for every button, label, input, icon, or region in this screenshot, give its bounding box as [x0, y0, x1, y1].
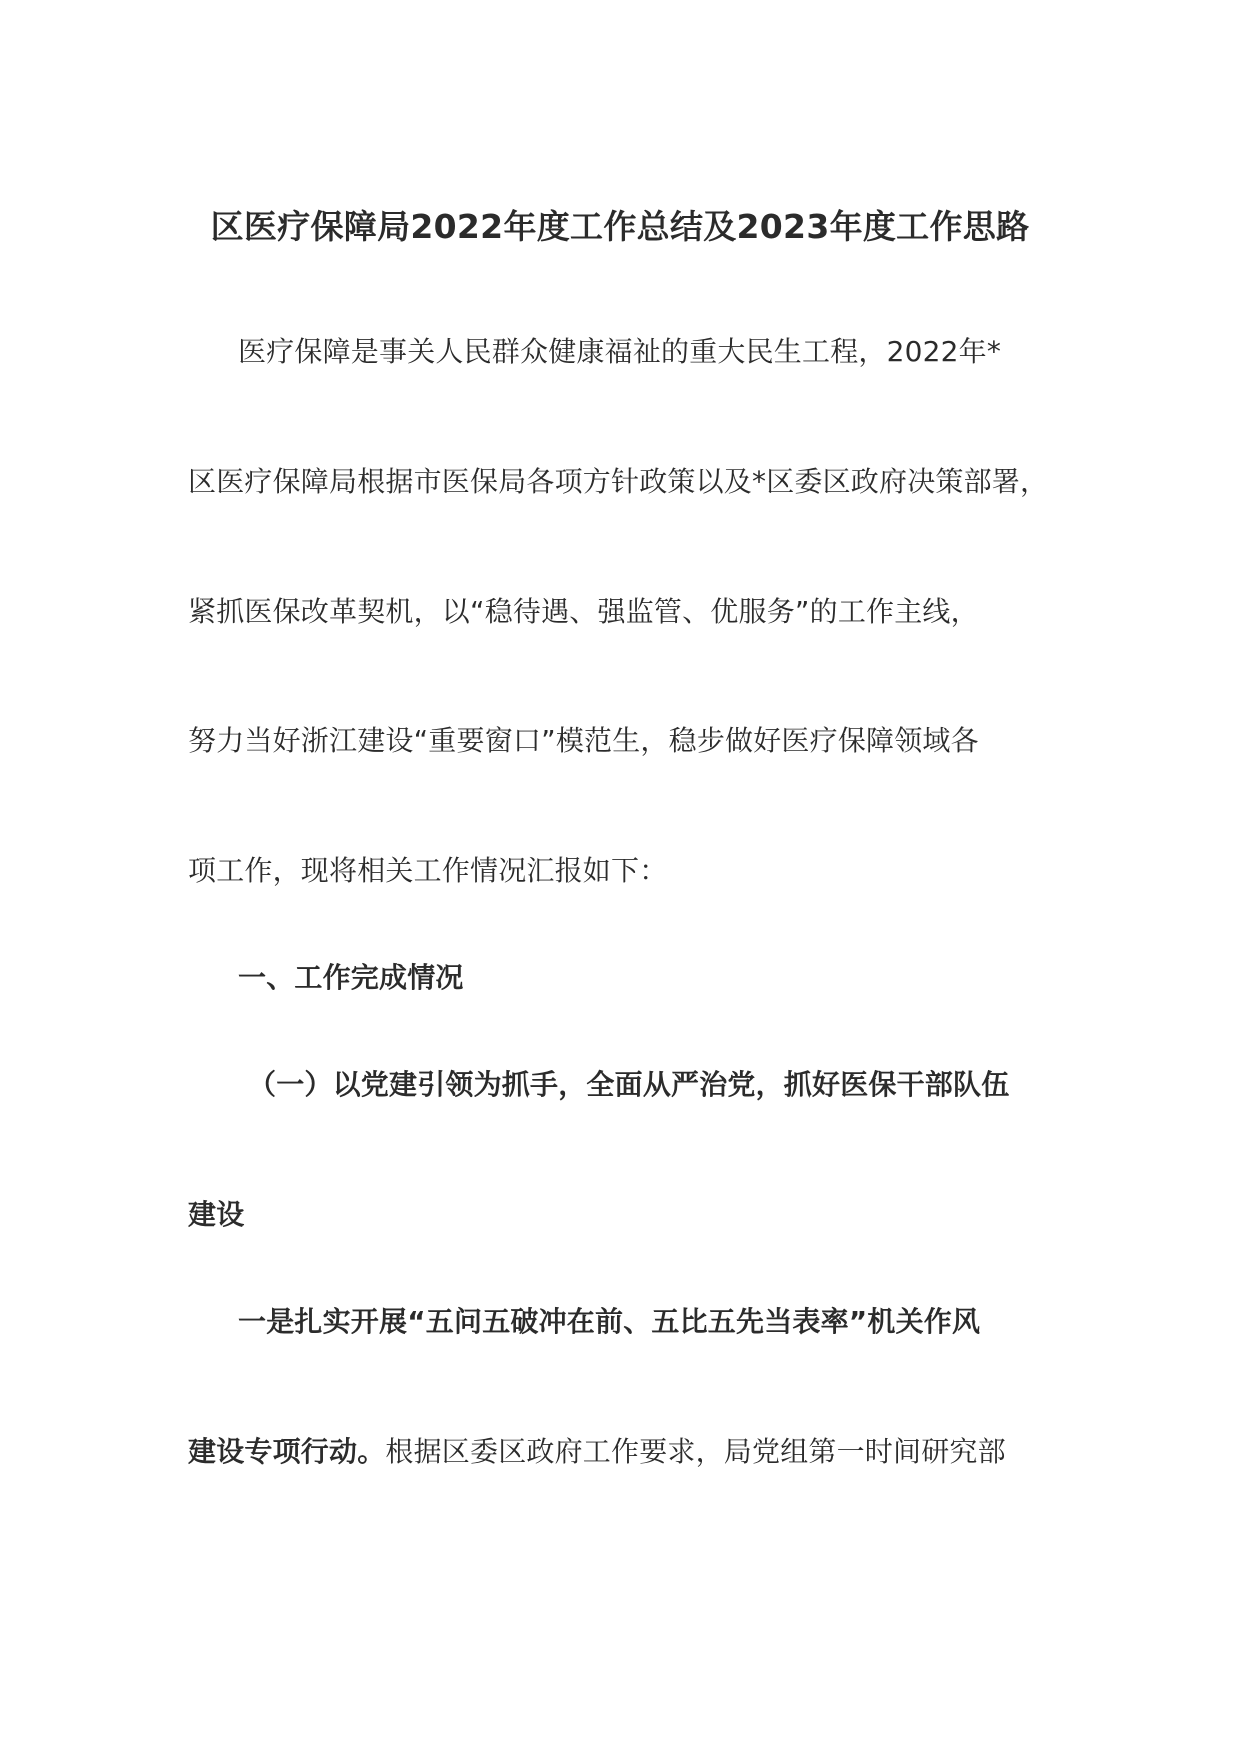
point-body-text: 根据区委区政府工作要求，局党组第一时间研究部 — [385, 1435, 1006, 1468]
point-heading-line-1: 一是扎实开展“五问五破冲在前、五比五先当表率”机关作风 — [238, 1305, 981, 1338]
intro-line-5: 项工作，现将相关工作情况汇报如下： — [188, 854, 668, 887]
point-heading-tail: 建设专项行动。 — [188, 1435, 386, 1468]
intro-line-2: 区医疗保障局根据市医保局各项方针政策以及*区委区政府决策部署， — [188, 465, 1049, 498]
point-paragraph-line-2 — [188, 1432, 1006, 1472]
document-title: 区医疗保障局2022年度工作总结及2023年度工作思路 — [210, 207, 1030, 246]
intro-line-4: 努力当好浙江建设“重要窗口”模范生，稳步做好医疗保障领域各 — [188, 724, 979, 757]
intro-line-3: 紧抓医保改革契机，以“稳待遇、强监管、优服务”的工作主线， — [188, 595, 979, 628]
intro-line-1: 医疗保障是事关人民群众健康福祉的重大民生工程，2022年* — [238, 335, 1002, 368]
section-heading: 一、工作完成情况 — [238, 961, 464, 994]
subsection-heading-line-2: 建设 — [188, 1198, 245, 1231]
subsection-heading-line-1: （一）以党建引领为抓手，全面从严治党，抓好医保干部队伍 — [248, 1068, 1010, 1101]
